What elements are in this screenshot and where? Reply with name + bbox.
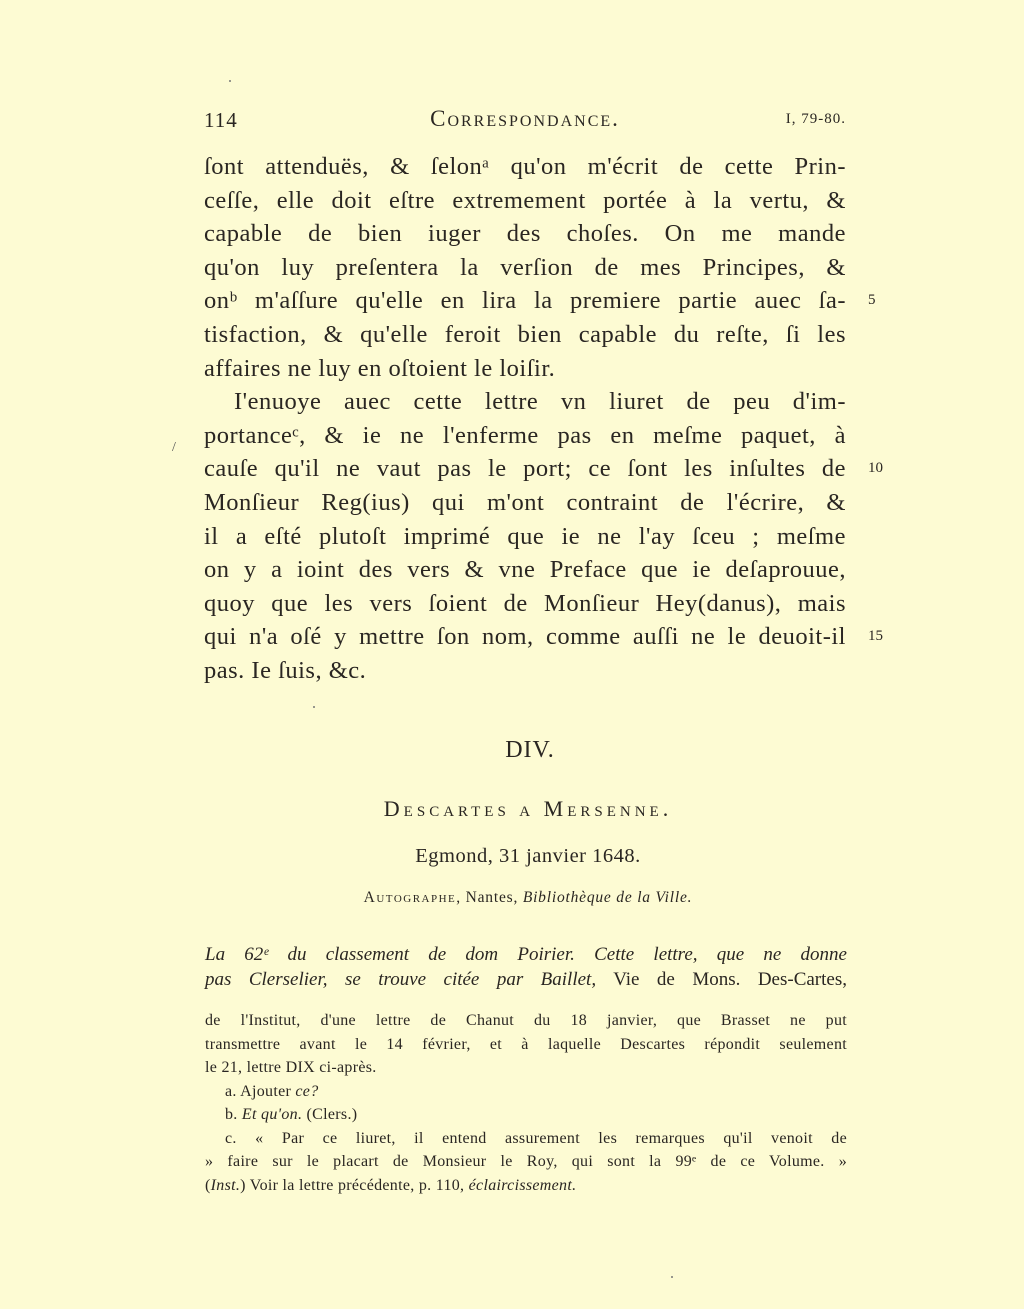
body-line: ſont attenduës, & ſelonᵃ qu'on m'écrit de cette Prin- bbox=[204, 153, 846, 180]
note-line: de l'Institut, d'une lettre de Chanut du 18 janvier, que Brasset ne put bbox=[205, 1012, 847, 1029]
line-number-10: 10 bbox=[868, 460, 883, 476]
body-line: I'enuoye auec cette lettre vn liuret de peu d'im- bbox=[234, 388, 846, 416]
footnotes bbox=[205, 1009, 847, 1197]
body-line: pas. Ie ſuis, &c. bbox=[204, 656, 367, 684]
footnote-b: b. Et qu'on. (Clers.) bbox=[225, 1106, 358, 1123]
editorial-intro bbox=[205, 942, 847, 992]
line-number-15: 15 bbox=[868, 628, 883, 644]
source-library: Bibliothèque de la Ville. bbox=[522, 889, 693, 906]
body-line: il a eſté plutoſt imprimé que ie ne l'ay ſceu ; meſme bbox=[204, 522, 846, 550]
body-line: on y a ioint des vers & vne Preface que ie deſaprouue, bbox=[204, 556, 846, 584]
body-line: tisfaction, & qu'elle feroit bien capable du reſte, ſi les bbox=[204, 320, 846, 348]
body-line: qu'on luy preſentera la verſion de mes Principes, & bbox=[204, 253, 846, 281]
body-line: qui n'a oſé y mettre ſon nom, comme auſſi ne le deuoit-il bbox=[204, 623, 846, 651]
print-speck bbox=[229, 80, 231, 82]
running-title: Correspondance. bbox=[430, 106, 620, 131]
body-line: affaires ne luy en oſtoient le loiſir. bbox=[204, 354, 556, 382]
source-label: Autographe bbox=[363, 889, 457, 906]
note-line: » faire sur le placart de Monsieur le Roy, qui sont la 99ᵉ de ce Volume. » bbox=[205, 1153, 847, 1170]
intro-line: La 62ᵉ du classement de dom Poirier. Cette lettre, que ne donne bbox=[205, 944, 847, 965]
body-line: quoy que les vers ſoient de Monſieur Hey(danus), mais bbox=[204, 589, 846, 617]
print-speck bbox=[671, 1276, 673, 1278]
body-line: ceſſe, elle doit eſtre extremement portée à la vertu, & bbox=[204, 186, 846, 214]
footnote-a: a. Ajouter ce? bbox=[225, 1082, 319, 1100]
footnote-c: c. « Par ce liuret, il entend assurement les remarques qu'il venoit de bbox=[225, 1129, 847, 1147]
body-line: onᵇ m'aſſure qu'elle en lira la premiere partie auec ſa- bbox=[204, 287, 846, 315]
letter-source bbox=[0, 889, 1024, 907]
body-line: cauſe qu'il ne vaut pas le port; ce ſont les inſultes de bbox=[204, 455, 846, 483]
volume-reference: I, 79-80. bbox=[785, 111, 846, 127]
letter-body bbox=[204, 150, 846, 688]
intro-line: pas Clerselier, se trouve citée par Baillet, Vie de Mons. Des-Cartes, bbox=[205, 969, 847, 990]
letter-title: Descartes a Mersenne. bbox=[383, 796, 673, 821]
source-city: , Nantes, bbox=[456, 889, 523, 906]
margin-mark: / bbox=[172, 440, 176, 455]
letter-place-date: Egmond, 31 janvier 1648. bbox=[415, 845, 641, 867]
note-line: le 21, lettre DIX ci-après. bbox=[205, 1059, 377, 1076]
page-number: 114 bbox=[204, 108, 238, 132]
body-line: Monſieur Reg(ius) qui m'ont contraint de l'écrire, & bbox=[204, 488, 846, 516]
print-speck bbox=[313, 706, 315, 708]
running-header bbox=[204, 108, 846, 138]
note-line: transmettre avant le 14 février, et à laquelle Descartes répondit seulement bbox=[205, 1035, 847, 1053]
body-line: portanceᶜ, & ie ne l'enferme pas en meſme paquet, à bbox=[204, 421, 846, 449]
line-number-5: 5 bbox=[868, 292, 876, 308]
body-line: capable de bien iuger des choſes. On me mande bbox=[204, 220, 846, 248]
letter-number: DIV. bbox=[505, 737, 555, 763]
note-line: (Inst.) Voir la lettre précédente, p. 110, éclaircissement. bbox=[205, 1176, 577, 1194]
